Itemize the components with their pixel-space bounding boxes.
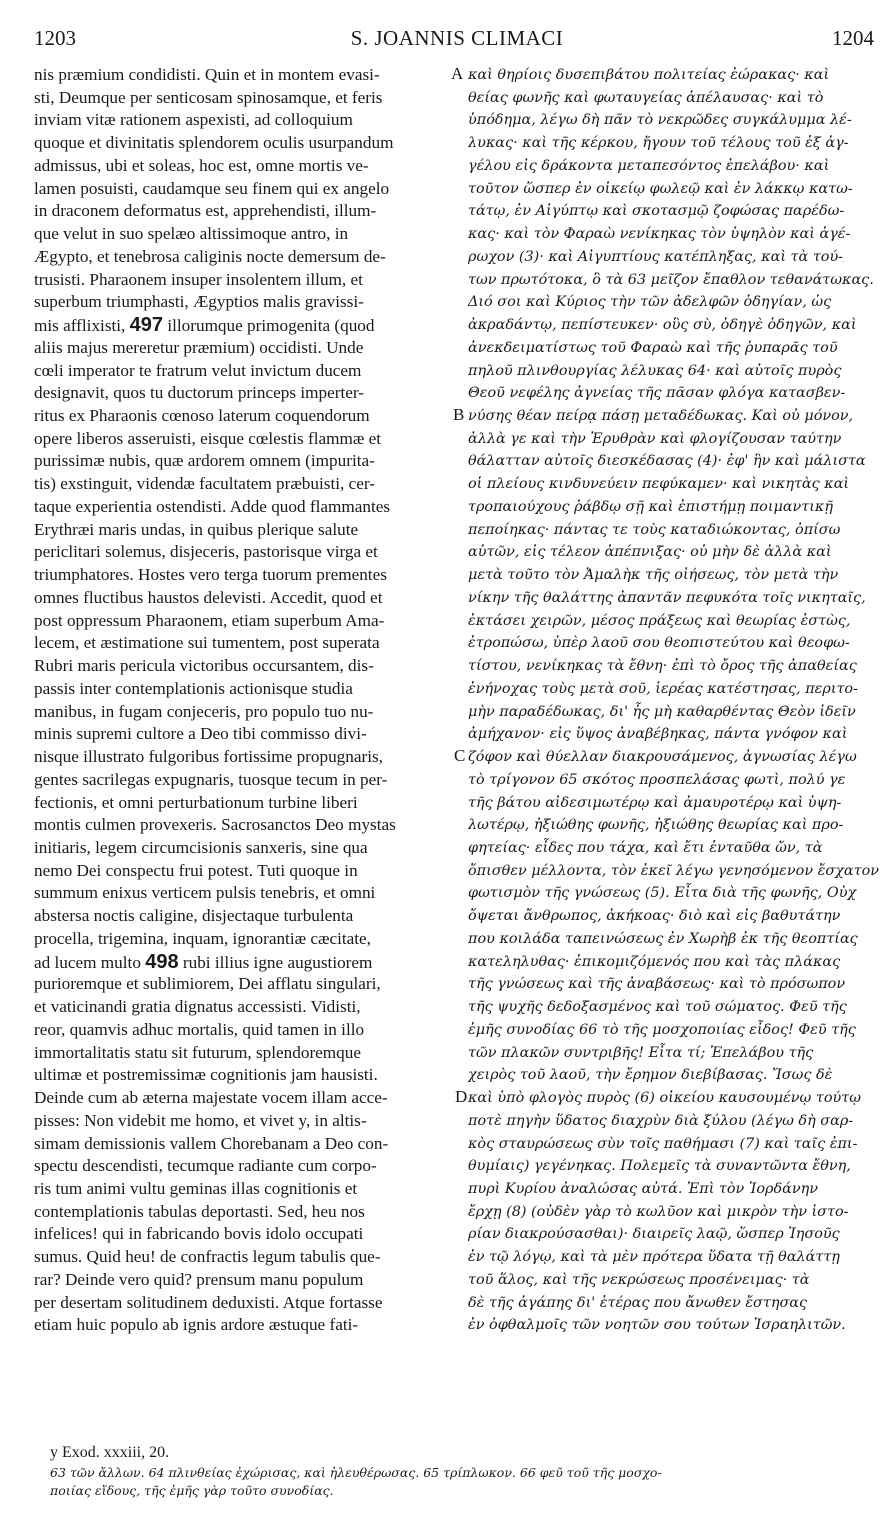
greek-text-line: φωτισμὸν τῆς γνώσεως (5). Εἶτα διὰ τῆς φωνῆς, Οὐχ xyxy=(468,885,857,902)
latin-text-line: periclitari solemus, disjeceris, pastorisque virga et xyxy=(34,542,378,562)
latin-text-line: opere liberos asseruisti, eisque cœlestis flammæ et xyxy=(34,428,382,448)
latin-text-line: sumus. Quid heu! de confractis legum tabulis que- xyxy=(34,1247,381,1267)
latin-text-line: passis inter contemplationis actionisque studia xyxy=(34,678,353,698)
latin-text-line: inviam vitæ rationem aspexisti, ad colloquium xyxy=(34,110,353,130)
latin-text-line: Erythræi maris undas, in quibus plerique salute xyxy=(34,519,359,539)
greek-text-line: λωτέρῳ, ἠξιώθης φωνῆς, ἠξιώθης θεωρίας καὶ προ- xyxy=(468,817,844,834)
latin-text-line: per desertam solitudinem deduxisti. Atque fortasse xyxy=(34,1292,383,1312)
greek-text-line: ἀνεκδειματίστως τοῦ Φαραὼ καὶ τῆς ῥυπαρᾶς τοῦ xyxy=(468,339,838,356)
latin-text-line: et vaticinandi gratia dignatus accessisti. Vidisti, xyxy=(34,997,361,1017)
greek-text-line: τίστου, νενίκηκας τὰ ἔθνη· ἐπὶ τὸ ὄρος τῆς ἀπαθείας xyxy=(468,658,857,675)
greek-text-line: καὶ θηρίοις δυσεπιβάτου πολιτείας ἑώρακας· καὶ xyxy=(468,67,830,83)
greek-text-line: ζόφον καὶ θύελλαν διακρουσάμενος, ἀγνωσίας λέγω xyxy=(468,749,857,766)
latin-text-line: ris tum animi vultu geminas illas cognitionis et xyxy=(34,1178,358,1198)
greek-text-line: νύσης θέαν πείρᾳ πάσῃ μεταδέδωκας. Καὶ οὐ μόνον, xyxy=(468,408,854,425)
greek-text-line: τοῦ ἅλος, καὶ τῆς νεκρώσεως προσένειμας· τὰ xyxy=(468,1271,810,1288)
greek-text-line: μὴν παραδέδωκας, δι' ἧς μὴ καθαρθέντας Θεὸν ἰδεῖν xyxy=(468,703,856,720)
greek-text-line: κὸς σταυρώσεως σὺν τοῖς παθήμασι (7) καὶ ταῖς ἐπι- xyxy=(468,1135,858,1152)
latin-text-line: nisque illustrato fulgoribus fortissime propugnaris, xyxy=(34,747,383,767)
latin-text-line: Ægypto, et tenebrosa caliginis nocte demersum de- xyxy=(34,246,386,266)
margin-letter-c: C xyxy=(454,746,466,765)
greek-text-line: θείας φωνῆς καὶ φωταυγείας ἀπέλαυσας· καὶ τὸ xyxy=(468,89,824,106)
latin-text-line: aliis majus mereretur præmium) occidisti. Unde xyxy=(34,337,364,357)
latin-text-line: gentes sacrilegas expugnaris, tuosque tecum in per- xyxy=(34,769,388,789)
latin-text-line: post oppressum Pharaonem, etiam superbum Ama- xyxy=(34,610,385,630)
greek-text-line: κας· καὶ τὸν Φαραὼ νενίκηκας τὸν ὑψηλὸν καὶ ἀγέ- xyxy=(468,226,851,243)
greek-text-line: τὸ τρίγονον 65 σκότος προσπελάσας φωτὶ, πολύ γε xyxy=(468,771,846,788)
latin-text-line: lamen posuisti, caudamque seu finem qui ex angelo xyxy=(34,178,390,198)
latin-text-line: etiam huic populo ab ignis ardore æstuque fati- xyxy=(34,1315,359,1335)
greek-text-line: θάλατταν αὐτοῖς διεσκέδασας (4)· ἐφ' ἣν καὶ μάλιστα xyxy=(468,453,866,470)
greek-text-line: καὶ ὑπὸ φλογὸς πυρὸς (6) οἰκείου καυσουμένῳ τούτῳ xyxy=(468,1090,861,1107)
latin-text-line: mis afflixisti, 497 illorumque primogenita (quod xyxy=(34,314,375,337)
latin-text-line: procella, trigemina, inquam, ignorantiæ cæcitate, xyxy=(34,928,371,948)
greek-text-line: αὐτῶν, εἰς τέλεον ἀπέπνιξας· οὐ μὴν δὲ ἀλλὰ καὶ xyxy=(468,544,832,561)
greek-text-line: νίκην τῆς θαλάττης ἀπαντᾶν πεφυκότα τοῖς νικηταῖς, xyxy=(468,589,866,606)
greek-text-line: πηλοῦ πλινθουργίας λέλυκας 64· καὶ αὐτοῖς πυρὸς xyxy=(468,362,842,379)
running-header xyxy=(34,26,880,54)
margin-letter-d: D xyxy=(455,1087,468,1106)
greek-text-line: των πρωτότοκα, ὃ τὰ 63 μεῖζον ἔπαθλον τεθανάτωκας. xyxy=(468,271,874,288)
latin-text-line: cœli imperator te fratrum velut invictum ducem xyxy=(34,360,362,380)
greek-text-line: Διό σοι καὶ Κύριος τὴν τῶν ἀδελφῶν ὁδηγίαν, ὡς xyxy=(468,294,832,311)
footnote-greek-line-1: 63 τῶν ἄλλων. 64 πλινθείας ἐχώρισας, καὶ ἠλευθέρωσας. 65 τρίπλωκον. 66 φεῦ τοῦ τῆς μοσχο- xyxy=(50,1465,662,1480)
greek-text-line: πεποίηκας· πάντας τε τοὺς καταδιώκοντας, ὀπίσω xyxy=(468,521,841,538)
latin-text-line: taque experientia ostendisti. Adde quod flammantes xyxy=(34,496,391,516)
greek-text-line: ὄπισθεν μέλλοντα, τὸν ἐκεῖ λέγω γενησόμενον ἔσχατον xyxy=(468,862,879,879)
latin-text-line: pisses: Non videbit me homo, et vivet y, in altis- xyxy=(34,1110,367,1130)
latin-text-line: spectu descendisti, tecumque radiante cum corpo- xyxy=(34,1156,377,1176)
greek-column xyxy=(468,64,880,1337)
latin-text-line: initiaris, legem circumcisionis sanxeris, sine qua xyxy=(34,837,368,857)
latin-text-line: sti, Deumque per senticosam spinosamque, et feris xyxy=(34,87,383,107)
latin-text-line: fectionis, et omni perturbationum turbine liberi xyxy=(34,792,358,812)
greek-text-line: χειρὸς τοῦ λαοῦ, τὴν ἔρημον διεβίβασας. Ἴσως δὲ xyxy=(468,1067,833,1084)
greek-text-line: ἔρχῃ (8) (οὐδὲν γὰρ τὸ κωλῦον καὶ μικρὸν τὴν ἱστο- xyxy=(468,1203,849,1220)
greek-text-line: κατεληλυθας· ἐπικομιζόμενός που καὶ τὰς πλάκας xyxy=(468,953,841,970)
greek-text-line: ἐνήνοχας τοὺς μετὰ σοῦ, ἱερέας κατέστησας, περιτο- xyxy=(468,680,858,697)
greek-text-line: τάτῳ, ἐν Αἰγύπτῳ καὶ σκοτασμῷ ζοφώσας παρέδω- xyxy=(468,203,845,220)
greek-text-line: ἐμῆς συνοδίας 66 τὸ τῆς μοσχοποιίας εἶδος! Φεῦ τῆς xyxy=(468,1021,856,1038)
greek-text-line: πυρὶ Κυρίου ἀναλώσας αὐτά. Ἐπὶ τὸν Ἰορδάνην xyxy=(468,1180,818,1197)
latin-text-line: trusisti. Pharaonem insuper insolentem illum, et xyxy=(34,269,363,289)
latin-text-line: tis) exstinguit, videndæ facultatem præbuisti, cer- xyxy=(34,474,375,494)
latin-text-line: nemo Dei conspectu frui potest. Tuti quoque in xyxy=(34,860,358,880)
footnote-greek-line-2: ποιίας εἴδους, τῆς ἐμῆς γὰρ τοῦτο συνοδίας. xyxy=(50,1483,334,1498)
latin-text-line: designavit, quos tu ductorum princeps imperter- xyxy=(34,383,364,403)
greek-text-line: τροπαιούχους ῥάβδῳ σῇ καὶ ἐπιστήμῃ ποιμαντικῇ xyxy=(468,498,833,515)
latin-text-line: admissus, ubi et soleas, hoc est, omne mortis ve- xyxy=(34,155,369,175)
latin-text-line: reor, quamvis adhuc mortalis, quid tamen in illo xyxy=(34,1019,365,1039)
greek-text-line: μετὰ τοῦτο τὸν Ἀμαλὴκ τῆς οἰήσεως, τὸν μετὰ τὴν xyxy=(468,567,839,584)
greek-text-line: που κοιλάδα ταπεινώσεως ἐν Χωρὴβ ἐκ τῆς θεοπτίας xyxy=(468,930,858,947)
latin-text-line: Rubri maris pericula victoribus occursantem, dis- xyxy=(34,656,374,676)
latin-text-line: summum enixus verticem pulsis tenebris, et omni xyxy=(34,883,376,903)
greek-text-line: ἐτροπώσω, ὑπὲρ λαοῦ σου θεοπιστεύτου καὶ θεοφω- xyxy=(468,635,850,652)
greek-text-line: λυκας· καὶ τῆς κέρκου, ἤγουν τοῦ τέλους τοῦ ἐξ ἀγ- xyxy=(468,135,849,152)
latin-text-line: rar? Deinde vero quid? prensum manu populum xyxy=(34,1269,364,1289)
greek-text-line: οἱ πλείους κινδυνεύειν πεφύκαμεν· καὶ νικητὰς καὶ xyxy=(468,476,850,493)
greek-text-line: τῶν πλακῶν συντριβῆς! Εἶτα τί; Ἐπελάβου τῆς xyxy=(468,1044,814,1061)
greek-text-line: ἀμήχανον· εἰς ὕψος ἀναβέβηκας, πάντα γνόφον καὶ xyxy=(468,726,848,743)
running-title: S. JOANNIS CLIMACI xyxy=(350,26,564,50)
greek-text-line: ἐν ὀφθαλμοῖς τῶν νοητῶν σου τούτων Ἰσραηλιτῶν. xyxy=(468,1317,846,1334)
latin-text-line: purissimæ nubis, quæ ardorem omnem (impurita- xyxy=(34,451,375,471)
greek-text-line: γέλου εἰς δράκοντα μεταπεσόντος ἐπελάβου· καὶ xyxy=(468,157,830,174)
latin-text-line: infelices! qui in fabricando bovis idolo occupati xyxy=(34,1224,364,1244)
greek-text-line: τῆς βάτου αἰδεσιμωτέρῳ καὶ ἀμαυροτέρῳ καὶ ὑψη- xyxy=(468,794,842,811)
greek-text-line: δὲ τῆς ἀγάπης δι' ἑτέρας που ἄνωθεν ἔστησας xyxy=(468,1294,808,1311)
latin-text-line: ritus ex Pharaonis cœnoso laterum coquendorum xyxy=(34,406,370,426)
greek-text-line: ἐν τῷ λόγῳ, καὶ τὰ μὲν πρότερα ὕδατα τῇ θαλάττῃ xyxy=(468,1249,840,1266)
latin-column xyxy=(34,64,448,1337)
latin-text-line: lecem, et æstimatione sui tumentem, post superata xyxy=(34,633,380,653)
margin-letter-a: A xyxy=(451,64,464,83)
greek-text-line: τῆς γνώσεως καὶ τῆς ἀναβάσεως· καὶ τὸ πρόσωπον xyxy=(468,976,846,993)
greek-text-line: ἀλλὰ γε καὶ τὴν Ἐρυθρὰν καὶ φλογίζουσαν ταύτην xyxy=(468,430,842,447)
greek-text-line: τοῦτον ὥσπερ ἐν οἰκείῳ φωλεῷ καὶ ἐν λάκκῳ κατω- xyxy=(468,180,853,197)
latin-text-line: minis supremi cultore a Deo tibi commisso divi- xyxy=(34,724,367,744)
latin-text-line: contemplationis tabulas deportasti. Sed, heu nos xyxy=(34,1201,365,1221)
greek-text-line: ρωχον (3)· καὶ Αἰγυπτίους κατέπληξας, καὶ τὰ τού- xyxy=(468,248,844,265)
latin-text-line: ad lucem multo 498 rubi illius igne augustiorem xyxy=(34,950,373,973)
column-number-marker: 497 xyxy=(129,314,164,337)
latin-text-line: triumphatores. Hostes vero terga tuorum prementes xyxy=(34,565,387,585)
latin-text-line: quoque et divinitatis splendorem oculis usurpandum xyxy=(34,133,394,153)
latin-text-line: simam demissionis vallem Chorebanam a Deo con- xyxy=(34,1133,389,1153)
greek-text-line: ἀκραδάντῳ, πεπίστευκεν· οὓς σὺ, ὁδηγὲ ὁδηγῶν, καὶ xyxy=(468,317,857,334)
greek-text-line: φητείας· εἶδες που τάχα, καὶ ἔτι ἐνταῦθα ὤν, τὰ xyxy=(468,839,823,856)
latin-text-line: Deinde cum ab æterna majestate vocem illam acce- xyxy=(34,1088,388,1108)
greek-text-line: θυμίαις) γεγένηκας. Πολεμεῖς τὰ συναντῶντα ἔθνη, xyxy=(468,1158,851,1175)
latin-text-line: omnes fluctibus haustos delevisti. Accedit, quod et xyxy=(34,587,383,607)
greek-text-line: ἐκτάσει χειρῶν, μέσος πράξεως καὶ θεωρίας ἑστὼς, xyxy=(468,612,851,629)
greek-text-line: Θεοῦ νεφέλης ἁγνείας τῆς πᾶσαν φλόγα κατασβεν- xyxy=(468,385,846,402)
greek-text-line: τῆς ψυχῆς δεδοξασμένος καὶ τοῦ σώματος. Φεῦ τῆς xyxy=(468,999,847,1016)
greek-text-line: ὄψεται ἄνθρωπος, ἀκήκοας· διὸ καὶ εἰς βαθυτάτην xyxy=(468,908,841,925)
latin-text-line: que velut in suo spelæo altissimoque antro, in xyxy=(34,224,349,244)
latin-text-line: purioremque et sublimiorem, Dei afflatu singulari, xyxy=(34,974,381,994)
greek-text-line: ποτὲ πηγὴν ὕδατος διαχρὺν διὰ ξύλου (λέγω δὴ σαρ- xyxy=(468,1112,854,1129)
greek-text-line: ρίαν διακρούσασθαι)· διαιρεῖς λαῷ, ὥσπερ Ἰησοῦς xyxy=(468,1226,840,1243)
page-number-right: 1204 xyxy=(832,26,874,50)
latin-text-line: manibus, in fugam conjeceris, pro populo tuo nu- xyxy=(34,701,374,721)
latin-text-line: abstersa noctis caligine, disjectaque turbulenta xyxy=(34,906,354,926)
margin-letter-b: B xyxy=(453,405,465,424)
latin-text-line: immortalitatis statu sit futurum, splendoremque xyxy=(34,1042,361,1062)
latin-text-line: superbum triumphasti, Ægyptios malis gravissi- xyxy=(34,292,364,312)
footnotes xyxy=(50,1442,884,1500)
latin-text-line: ultimæ et postremissimæ cognitionis jam hausisti. xyxy=(34,1065,378,1085)
latin-text-line: in draconem deformatus est, apprehendisti, illum- xyxy=(34,201,377,221)
page-number-left: 1203 xyxy=(34,26,76,50)
latin-text-line: montis culmen provexeris. Sacrosanctos Deo mystas xyxy=(34,815,396,835)
latin-text-line: nis præmium condidisti. Quin et in montem evasi- xyxy=(34,65,380,84)
greek-text-line: ὑπόδημα, λέγω δὴ πᾶν τὸ νεκρῶδες συγκάλυμμα λέ- xyxy=(468,112,852,129)
footnote-latin: y Exod. xxxiii, 20. xyxy=(50,1444,170,1461)
column-number-marker: 498 xyxy=(145,950,179,973)
